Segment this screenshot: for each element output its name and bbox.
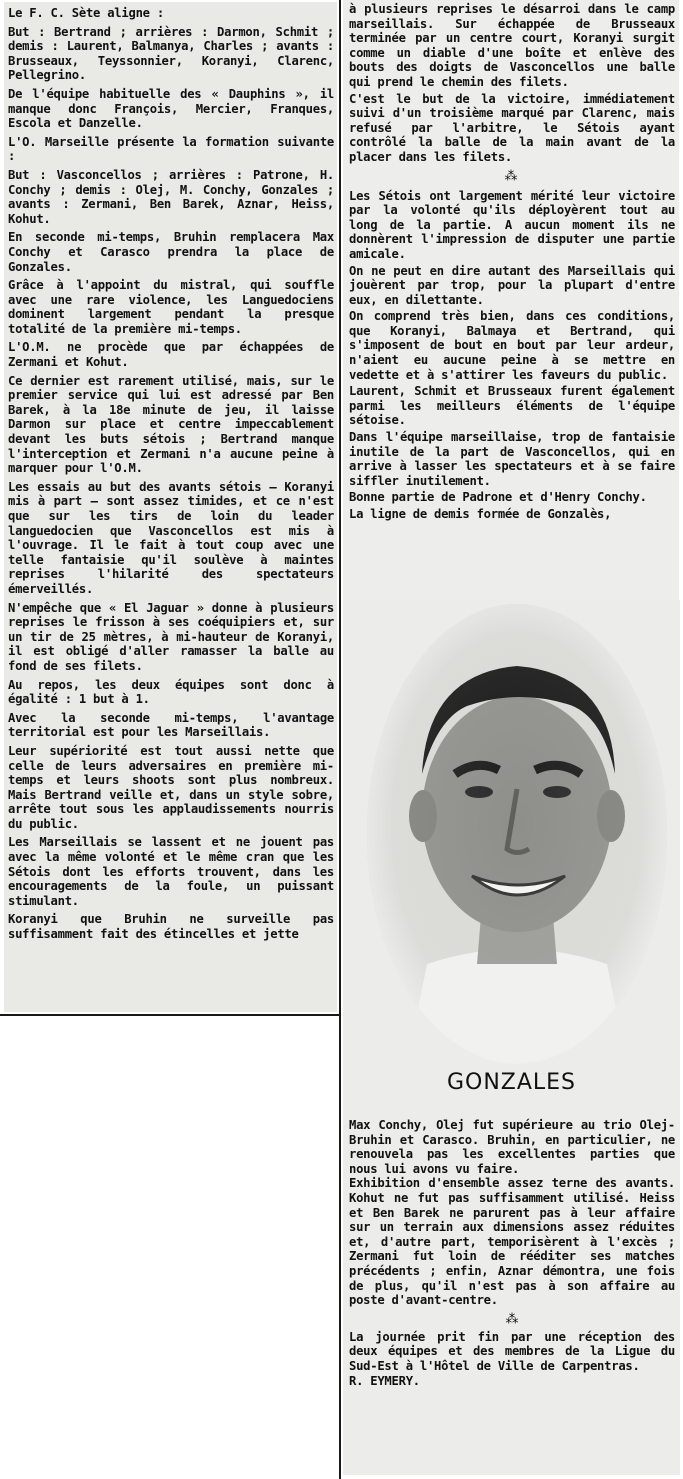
article-paragraph: L'O. Marseille présente la formation suivante :	[8, 134, 334, 164]
article-paragraph: C'est le but de la victoire, immédiatement suivi d'un troisième marqué par Clarenc, mais refusé par l'arbitre, le Sétois ayant contrôlé la balle de la main avant de la placer dans les filets.	[349, 91, 675, 164]
article-paragraph: Les Sétois ont largement mérité leur victoire par la volonté qu'ils déployèrent tout au long de la partie. A aucun moment ils ne donnèrent l'impression de disputer une partie amicale.	[349, 188, 675, 261]
article-paragraph: Koranyi que Bruhin ne surveille pas suffisamment fait des étincelles et jette	[8, 912, 334, 942]
article-paragraph: Les essais au but des avants sétois — Koranyi mis à part — sont assez timides, et ce n'est que sur les tirs de loin du leader languedocien que Vasconcellos est mis à l'ouvrage. Il le fait à tout coup avec une telle fantaisie qu'il soulève à maintes reprises l'hilarité des spectateurs émerveillés.	[8, 479, 334, 596]
portrait-photo	[367, 604, 667, 1064]
article-paragraph: Dans l'équipe marseillaise, trop de fantaisie inutile de la part de Vasconcellos, qui en arrive à lasser les spectateurs et à se faire siffler inutilement.	[349, 430, 675, 488]
column-divider	[339, 600, 341, 1479]
photo-section	[343, 600, 680, 1475]
photo-caption: GONZALES	[446, 1070, 577, 1095]
article-paragraph: Le F. C. Sète aligne :	[8, 6, 164, 20]
article-paragraph: La journée prit fin par une réception des deux équipes et des membres de la Ligue du Sud-Est à l'Hôtel de Ville de Carpentras.	[349, 1329, 675, 1373]
article-paragraph: Avec la seconde mi-temps, l'avantage territorial est pour les Marseillais.	[8, 710, 334, 740]
section-separator-stars: ⁂	[504, 168, 518, 184]
article-paragraph: à plusieurs reprises le désarroi dans le camp marseillais. Sur échappée de Brusseaux terminée par un centre court, Koranyi surgit comme un diable d'une boîte et enlève des bouts des doigts de Vasconcellos une balle qui prend le chemin des filets.	[349, 2, 675, 89]
author-signature: R. EYMERY.	[349, 1373, 420, 1388]
right-column-bottom	[349, 1118, 675, 1388]
article-paragraph: Laurent, Schmit et Brusseaux furent également parmi les meilleurs éléments de l'équipe sétoise.	[349, 384, 675, 428]
column-end-rule	[0, 1014, 340, 1016]
article-paragraph: Bonne partie de Padrone et d'Henry Conchy.	[349, 490, 647, 505]
article-paragraph: On comprend très bien, dans ces conditions, que Koranyi, Balmaya et Bertrand, qui s'imposent de bout en bout par leur ardeur, n'aient eu aucune peine à se mettre en vedette et à s'attirer les faveurs du public.	[349, 309, 675, 382]
article-paragraph: Au repos, les deux équipes sont donc à égalité : 1 but à 1.	[8, 677, 334, 707]
left-column	[4, 2, 337, 1012]
article-paragraph: Ce dernier est rarement utilisé, mais, sur le premier service qui lui est adressé par Ben Barek, à la 18e minute de jeu, il laisse Darmon sur place et centre impeccablement devant les buts sétois ; Bertrand manque l'interception et Zermani n'a aucune peine à marquer pour l'O.M.	[8, 373, 334, 476]
section-separator-stars: ⁂	[505, 1311, 519, 1327]
article-paragraph: On ne peut en dire autant des Marseillais qui jouèrent par trop, pour la plupart d'entre eux, en dilettante.	[349, 263, 675, 307]
article-paragraph: De l'équipe habituelle des « Dauphins », il manque donc François, Mercier, Franques, Escola et Danzelle.	[8, 86, 334, 131]
article-paragraph: La ligne de demis formée de Gonzalès,	[349, 507, 612, 521]
portrait-illustration	[367, 604, 667, 1064]
article-paragraph: Exhibition d'ensemble assez terne des avants. Kohut ne fut pas suffisamment utilisé. Heiss et Ben Barek ne parurent pas à leur affaire sur un terrain aux dimensions assez réduites et, d'autre part, temporisèrent à l'excès ; Zermani fut loin de rééditer ses matches précédents ; enfin, Aznar démontra, une fois de plus, qu'il n'est pas à son affaire au poste d'avant-centre.	[349, 1176, 675, 1308]
article-paragraph: Leur supériorité est tout aussi nette que celle de leurs adversaires en première mi-temps et leurs shoots sont plus nombreux. Mais Bertrand veille et, dans un style sobre, arrête tout sous les applaudissements nourris du public.	[8, 743, 334, 831]
article-paragraph: En seconde mi-temps, Bruhin remplacera Max Conchy et Carasco prendra la place de Gonzales.	[8, 230, 334, 274]
right-column-top	[343, 0, 679, 600]
column-divider	[339, 0, 341, 600]
article-paragraph: Grâce à l'appoint du mistral, qui souffle avec une rare violence, les Languedociens dominent largement pendant la presque totalité de la première mi-temps.	[8, 278, 334, 336]
article-paragraph: Les Marseillais se lassent et ne jouent pas avec la même volonté et le même cran que les Sétois dont les efforts trouvent, dans les encouragements de la foule, un puissant stimulant.	[8, 835, 334, 908]
article-paragraph: But : Bertrand ; arrières : Darmon, Schmit ; demis : Laurent, Balmanya, Charles ; avants : Brusseaux, Teyssonnier, Koranyi, Clarenc, Pellegrino.	[8, 24, 334, 83]
article-paragraph: But : Vasconcellos ; arrières : Patrone, H. Conchy ; demis : Olej, M. Conchy, Gonzales ; avants : Zermani, Ben Barek, Aznar, Heiss, Kohut.	[8, 167, 334, 226]
article-paragraph: Max Conchy, Olej fut supérieure au trio Olej-Bruhin et Carasco. Bruhin, en particulier, ne renouvela pas les excellentes parties que nous lui avons vu faire.	[349, 1118, 675, 1176]
article-paragraph: L'O.M. ne procède que par échappées de Zermani et Kohut.	[8, 340, 334, 370]
article-paragraph: N'empêche que « El Jaguar » donne à plusieurs reprises le frisson à ses coéquipiers et, sur un tir de 25 mètres, à mi-hauteur de Koranyi, il est obligé d'aller ramasser la balle au fond de ses filets.	[8, 600, 334, 673]
